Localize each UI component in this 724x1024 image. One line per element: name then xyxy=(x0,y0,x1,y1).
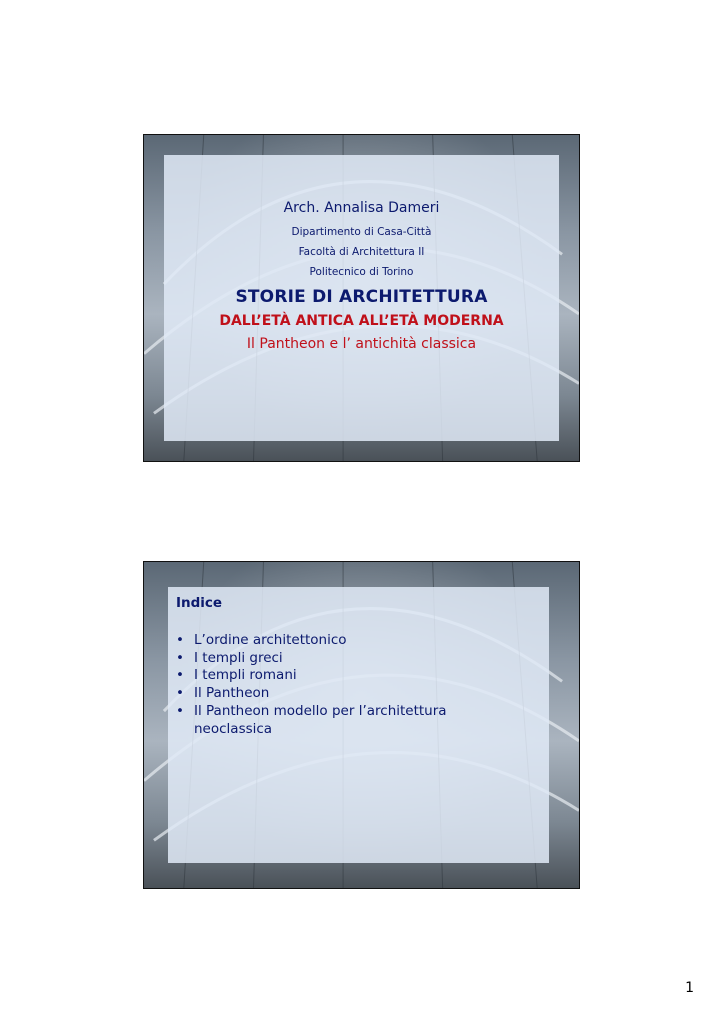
department: Dipartimento di Casa-Città xyxy=(291,226,432,238)
university: Politecnico di Torino xyxy=(309,266,414,278)
bullet-icon: • xyxy=(176,702,184,719)
faculty: Facoltà di Architettura II xyxy=(298,246,425,258)
list-item: • I templi greci xyxy=(176,649,283,666)
content-panel xyxy=(168,587,549,863)
course-title: STORIE DI ARCHITETTURA xyxy=(235,287,488,307)
list-item: • Il Pantheon xyxy=(176,685,270,702)
course-subtitle: DALL’ETÀ ANTICA ALL’ETÀ MODERNA xyxy=(219,313,504,329)
lecture-topic: Il Pantheon e l’ antichità classica xyxy=(246,336,477,352)
list-item: • I templi romani xyxy=(176,667,297,684)
list-item: • L’ordine architettonico xyxy=(176,632,347,648)
index-slide xyxy=(143,561,580,889)
index-heading: Indice xyxy=(176,595,223,611)
content-panel xyxy=(164,155,559,441)
page-number: 1 xyxy=(685,980,694,996)
author-name: Arch. Annalisa Dameri xyxy=(283,200,440,216)
bullet-icon: • xyxy=(176,632,184,648)
list-item: • Il Pantheon modello per l’architettura neoclassica xyxy=(176,702,447,737)
bullet-icon: • xyxy=(176,685,184,702)
index-list xyxy=(176,632,494,738)
title-slide xyxy=(143,134,580,462)
bullet-icon: • xyxy=(176,649,184,666)
bullet-icon: • xyxy=(176,667,184,684)
